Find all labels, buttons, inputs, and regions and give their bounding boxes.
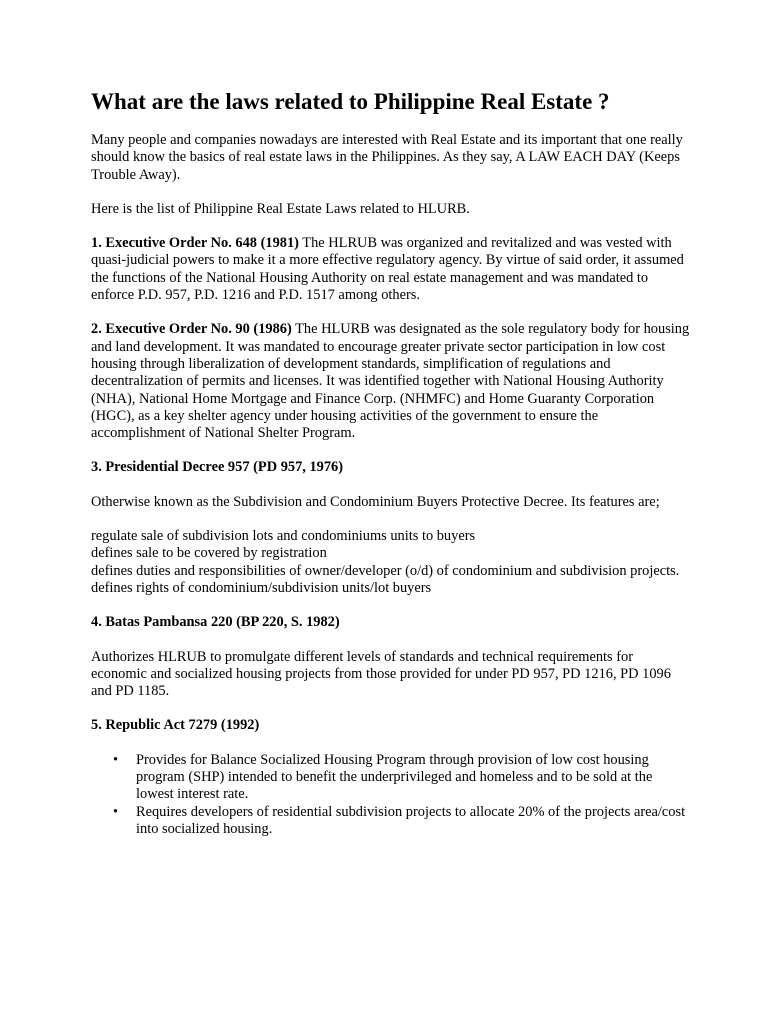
- intro-paragraph: Many people and companies nowadays are interested with Real Estate and its important that one really should know the basics of real estate laws in the Philippines. As they say, A LAW EACH DAY (Keeps Trouble Away).: [91, 132, 683, 183]
- bullet-icon: •: [113, 803, 119, 820]
- law-3-feature-item: defines sale to be covered by registration: [91, 545, 327, 562]
- law-4-description: Authorizes HLRUB to promulgate different levels of standards and technical requirements for economic and socialized housing projects from those provided for under PD 957, PD 1216, PD 1096 and PD 1185.: [91, 648, 671, 700]
- law-3-heading-text: 3. Presidential Decree 957 (PD 957, 1976): [91, 459, 344, 476]
- law-5-bullet-text: Provides for Balance Socialized Housing Program through provision of low cost housing program (SHP) intended to benefit the underprivileged and homeless and to be sold at the lowest interest rate.: [136, 751, 653, 803]
- bullet-icon: •: [113, 751, 119, 768]
- law-2-paragraph: [91, 321, 691, 442]
- law-5-bullet-item: [113, 803, 691, 839]
- law-2-heading: 2. Executive Order No. 90 (1986): [91, 321, 292, 338]
- document-page: [91, 88, 691, 838]
- law-3-feature-item: defines duties and responsibilities of owner/developer (o/d) of condominium and subdivision projects.: [91, 562, 680, 579]
- law-5-bullet-text: Requires developers of residential subdivision projects to allocate 20% of the projects area/cost into socialized housing.: [136, 803, 686, 837]
- law-5-bullet-item: [113, 751, 691, 804]
- law-4-heading-text: 4. Batas Pambansa 220 (BP 220, S. 1982): [91, 614, 340, 631]
- law-3-feature-item: defines rights of condominium/subdivision units/lot buyers: [91, 579, 432, 596]
- law-5-bullet-list: [91, 752, 691, 838]
- list-intro-paragraph: Here is the list of Philippine Real Estate Laws related to HLURB.: [91, 200, 470, 217]
- law-3-feature-list: [91, 528, 691, 597]
- law-4-heading: [91, 614, 691, 631]
- law-3-heading: [91, 459, 691, 476]
- law-3-description: Otherwise known as the Subdivision and Condominium Buyers Protective Decree. Its features are;: [91, 493, 660, 510]
- law-2-text: The HLURB was designated as the sole regulatory body for housing and land development. It was mandated to encourage greater private sector participation in low cost housing through liberalization of development standards, simplification of regulations and decentralization of permits and licenses. It was identified together with National Housing Authority (NHA), National Home Mortgage and Finance Corp. (NHMFC) and Home Guaranty Corporation (HGC), as a key shelter agency under housing activities of the government to ensure the accomplishment of National Shelter Program.: [91, 321, 690, 442]
- law-5-heading-text: 5. Republic Act 7279 (1992): [91, 717, 260, 734]
- law-1-heading: 1. Executive Order No. 648 (1981): [91, 235, 299, 252]
- law-5-heading: [91, 717, 691, 734]
- law-1-paragraph: [91, 235, 691, 304]
- document-title: What are the laws related to Philippine Real Estate ?: [91, 89, 610, 114]
- law-1-text: The HLRUB was organized and revitalized and was vested with quasi-judicial powers to make it a more effective regulatory agency. By virtue of said order, it assumed the functions of the National Housing Authority on real estate management and was mandated to enforce P.D. 957, P.D. 1216 and P.D. 1517 among others.: [91, 235, 684, 304]
- law-3-feature-item: regulate sale of subdivision lots and condominiums units to buyers: [91, 528, 476, 545]
